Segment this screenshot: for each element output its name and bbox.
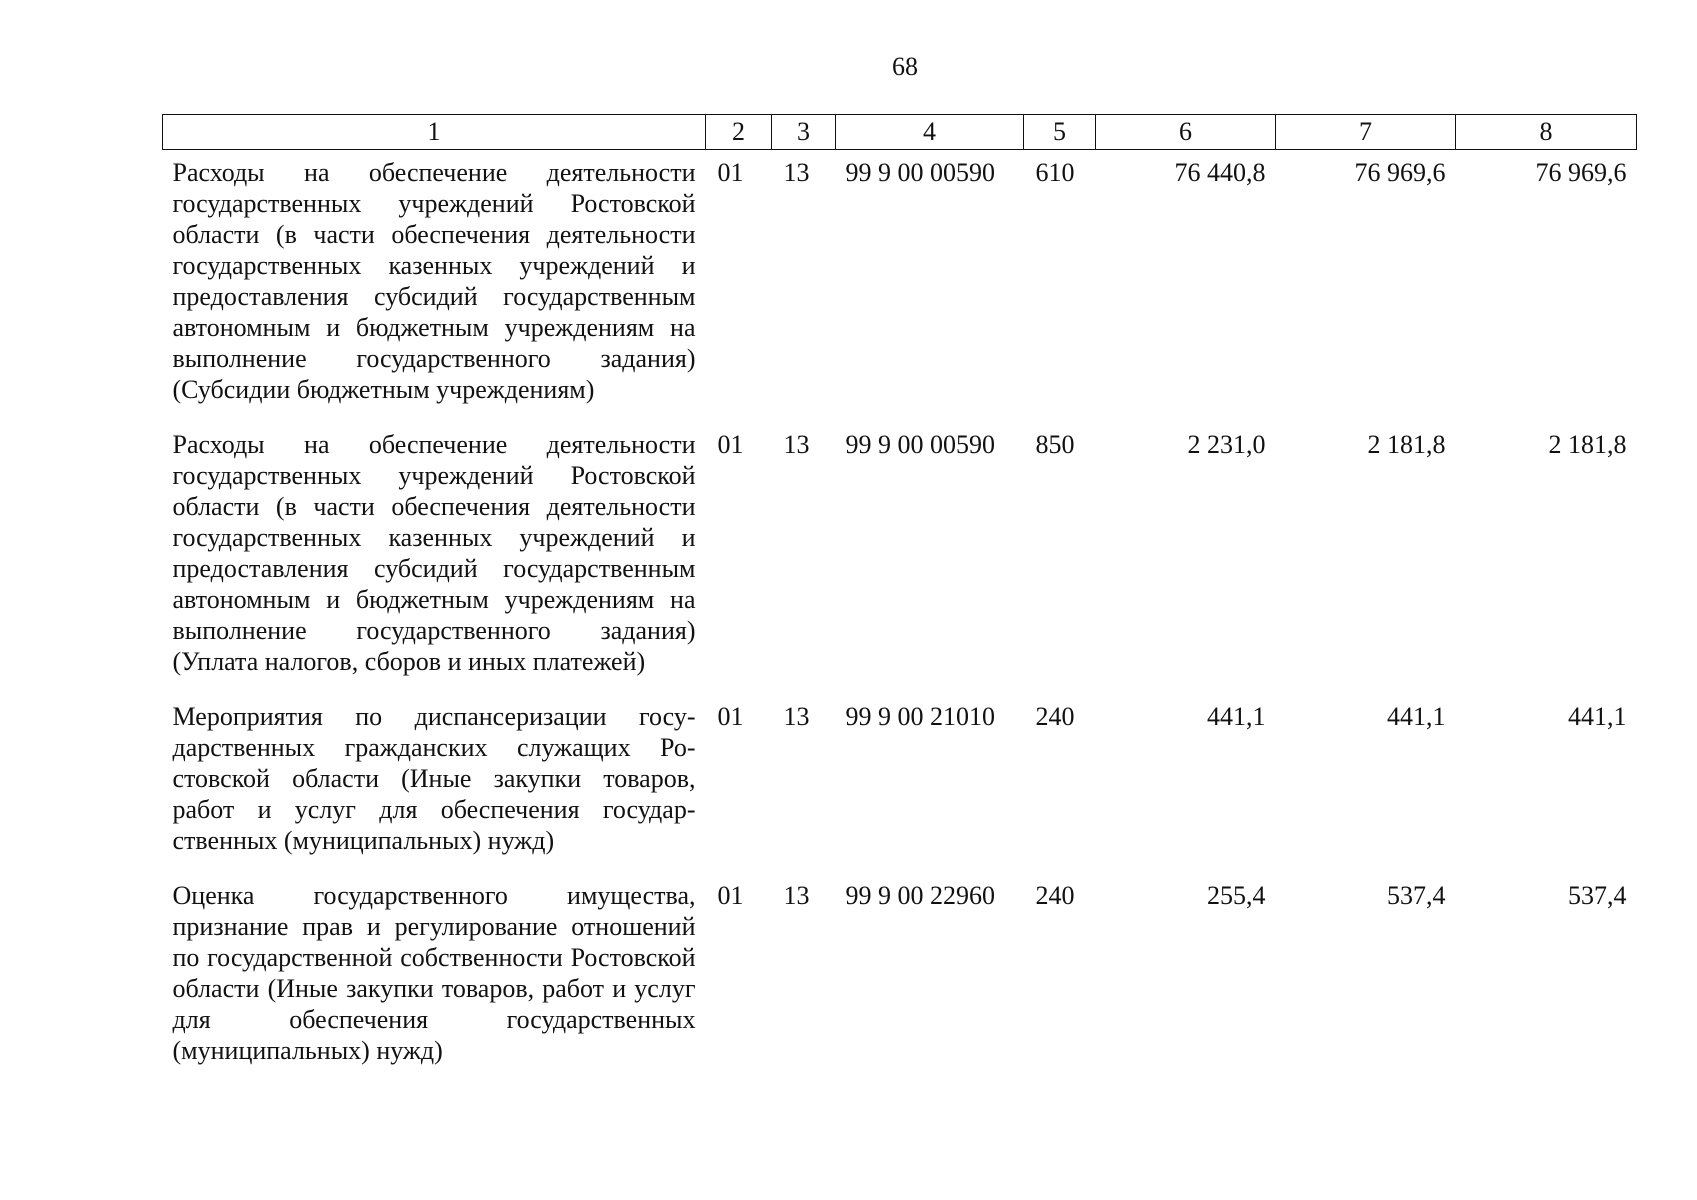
row-target-item-code: 99 9 00 22960 bbox=[845, 881, 995, 910]
table-row bbox=[163, 422, 1637, 694]
header-cell-6: 6 bbox=[1096, 115, 1276, 150]
header-cell-4: 4 bbox=[836, 115, 1024, 150]
row-amount-col6: 441,1 bbox=[1207, 702, 1266, 731]
row-amount-col8: 537,4 bbox=[1568, 881, 1627, 910]
row-section-code: 01 bbox=[717, 430, 744, 459]
row-amount-col8: 441,1 bbox=[1568, 702, 1627, 731]
row-description: Оценка государственного имущества, признание прав и регулирование отношений по государственной собственности Ростовской области (Иные закупки товаров, работ и услуг для обеспечения государственных (муниципальных) нужд) bbox=[172, 881, 696, 1065]
row-expense-type-code: 240 bbox=[1035, 702, 1075, 731]
row-subsection-code: 13 bbox=[783, 702, 810, 731]
table-row bbox=[163, 150, 1637, 423]
row-amount-col6: 255,4 bbox=[1207, 881, 1266, 910]
budget-table-container bbox=[162, 114, 1636, 1083]
table-row bbox=[163, 694, 1637, 873]
row-amount-col6: 76 440,8 bbox=[1174, 158, 1266, 187]
row-target-item-code: 99 9 00 21010 bbox=[845, 702, 995, 731]
row-description: Расходы на обеспечение деятельности государственных учреждений Ростовской области (в части обеспечения деятельности государственных казенных учреждений и предоставления субсидий государственным автономным и бюджетным учреждениям на выполнение государственного задания) (Субсидии бюджетным учреждениям) bbox=[172, 158, 696, 404]
row-subsection-code: 13 bbox=[783, 881, 810, 910]
header-row bbox=[163, 115, 1637, 150]
header-cell-7: 7 bbox=[1276, 115, 1456, 150]
row-amount-col7: 537,4 bbox=[1387, 881, 1446, 910]
row-expense-type-code: 610 bbox=[1035, 158, 1075, 187]
row-amount-col6: 2 231,0 bbox=[1187, 430, 1266, 459]
row-amount-col7: 76 969,6 bbox=[1354, 158, 1446, 187]
row-target-item-code: 99 9 00 00590 bbox=[845, 158, 995, 187]
row-amount-col8: 2 181,8 bbox=[1548, 430, 1627, 459]
row-expense-type-code: 240 bbox=[1035, 881, 1075, 910]
header-cell-8: 8 bbox=[1456, 115, 1637, 150]
header-cell-2: 2 bbox=[706, 115, 772, 150]
row-target-item-code: 99 9 00 00590 bbox=[845, 430, 995, 459]
row-subsection-code: 13 bbox=[783, 158, 810, 187]
row-section-code: 01 bbox=[717, 881, 744, 910]
table-row bbox=[163, 873, 1637, 1083]
header-cell-1: 1 bbox=[163, 115, 706, 150]
row-subsection-code: 13 bbox=[783, 430, 810, 459]
table-body bbox=[163, 150, 1637, 1084]
row-expense-type-code: 850 bbox=[1035, 430, 1075, 459]
table-header bbox=[163, 115, 1637, 150]
budget-table bbox=[162, 114, 1637, 1083]
row-amount-col7: 2 181,8 bbox=[1367, 430, 1446, 459]
row-description: Мероприятия по диспансеризации государственных гражданских служащих Ростовской области (Иные закупки товаров, работ и услуг для обеспечения государственных (муниципальных) нужд) bbox=[172, 702, 696, 855]
row-description: Расходы на обеспечение деятельности государственных учреждений Ростовской области (в части обеспечения деятельности государственных казенных учреждений и предоставления субсидий государственным автономным и бюджетным учреждениям на выполнение государственного задания) (Уплата налогов, сборов и иных платежей) bbox=[172, 430, 696, 676]
row-section-code: 01 bbox=[717, 702, 744, 731]
header-cell-3: 3 bbox=[772, 115, 836, 150]
header-cell-5: 5 bbox=[1024, 115, 1096, 150]
row-section-code: 01 bbox=[717, 158, 744, 187]
row-amount-col7: 441,1 bbox=[1387, 702, 1446, 731]
row-amount-col8: 76 969,6 bbox=[1535, 158, 1627, 187]
page-number: 68 bbox=[892, 52, 918, 81]
